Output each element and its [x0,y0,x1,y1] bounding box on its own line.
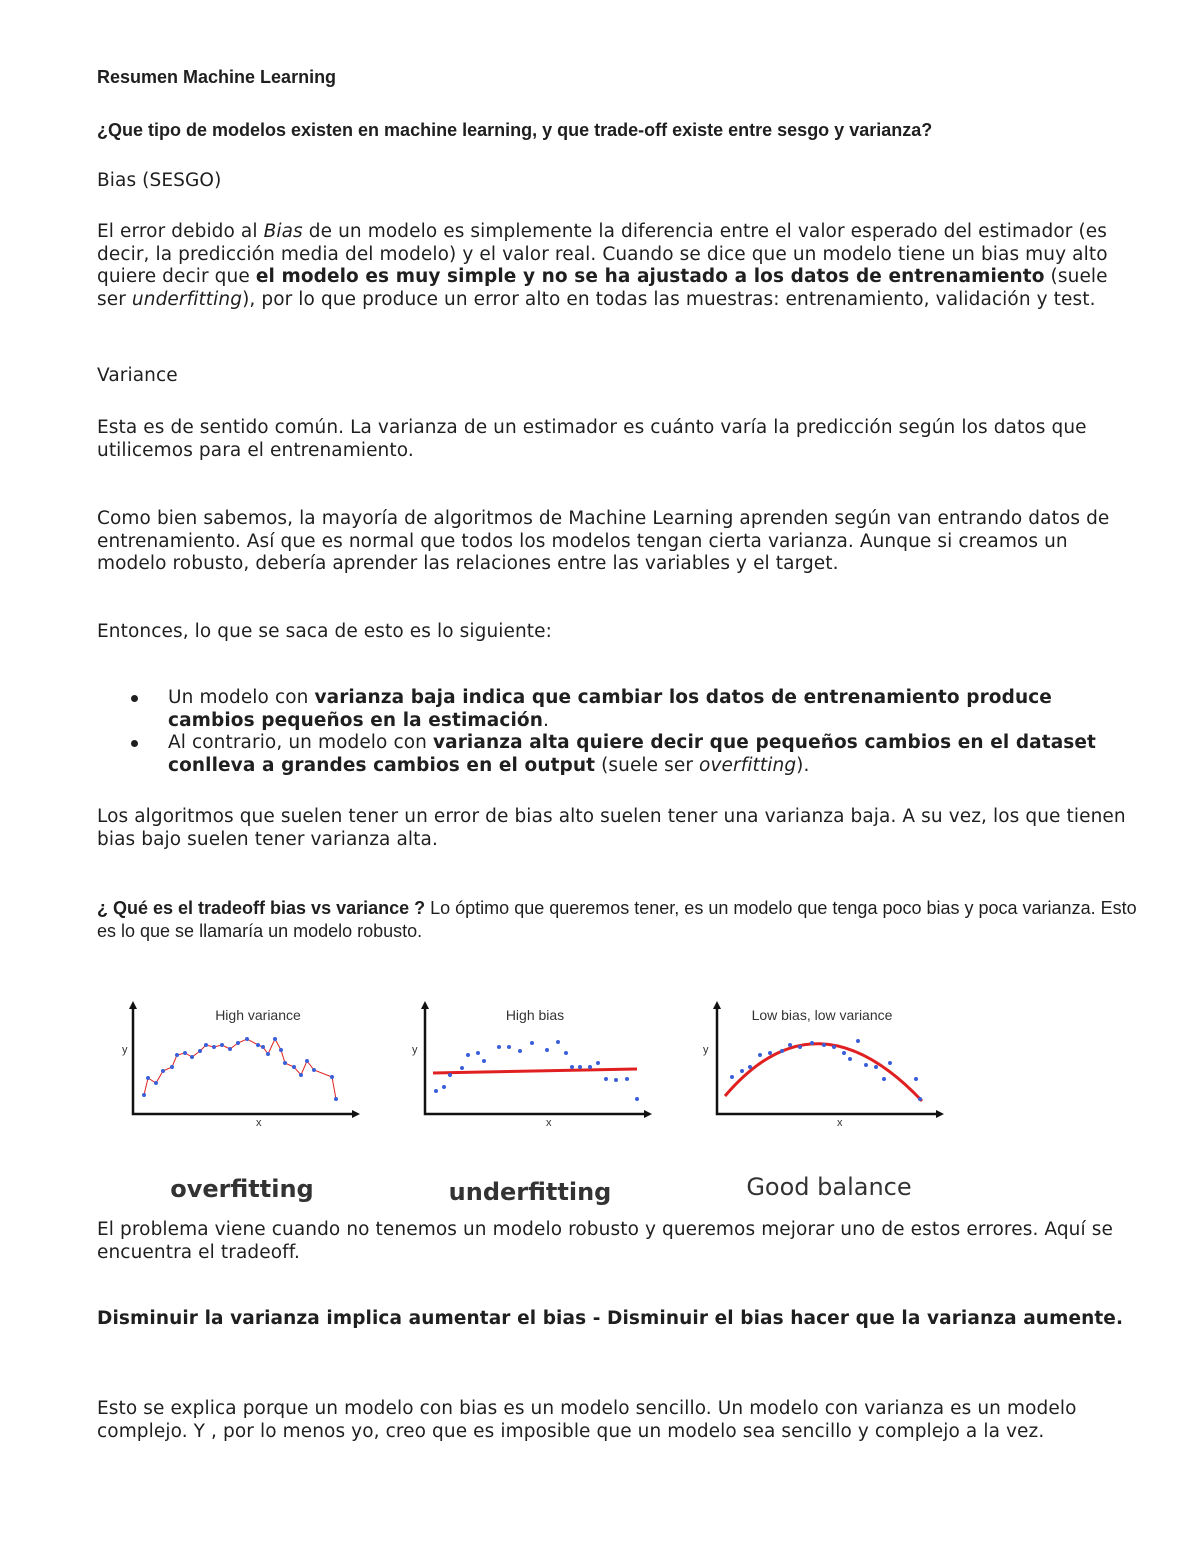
bullet-dot-icon [131,695,138,702]
bullet-list [97,687,1142,777]
tradeoff-paragraph: ¿ Qué es el tradeoff bias vs variance ? Lo óptimo que queremos tener, es un modelo que tenga poco bias y poca varianza. Esto es lo que se llamaría un modelo robusto. [97,898,1137,941]
y-axis-label: y [703,1044,709,1056]
y-axis-label: y [412,1044,418,1056]
panel-caption: overfitting [170,1175,314,1203]
y-axis-label: y [122,1044,128,1056]
x-axis-label: x [256,1117,262,1129]
panel-title: High bias [505,1007,565,1023]
x-axis-label: x [837,1117,843,1129]
x-arrow-icon [352,1110,360,1118]
x-arrow-icon [644,1110,652,1118]
panel-overfitting [122,1001,360,1203]
then-paragraph: Entonces, lo que se saca de esto es lo siguiente: [97,621,552,642]
bold-statement: Disminuir la varianza implica aumentar el bias - Disminuir el bias hacer que la varianza aumente. [97,1308,1124,1329]
y-arrow-icon [713,1001,721,1009]
axes [717,1007,939,1114]
bullet-dot-icon [131,740,138,747]
bias-variance-figure [110,995,950,1210]
variance-heading: Variance [97,365,178,386]
y-arrow-icon [129,1001,137,1009]
underfit-line [433,1069,637,1073]
panel-caption: underfitting [448,1178,612,1206]
algorithms-paragraph: Los algoritmos que suelen tener un error de bias alto suelen tener una varianza baja. A su vez, los que tienen bias bajo suelen tener varianza alta. [97,806,1126,850]
panel-underfitting [412,1001,652,1206]
balanced-points [730,1039,922,1101]
problem-paragraph: El problema viene cuando no tenemos un modelo robusto y queremos mejorar uno de estos errores. Aquí se encuentra el tradeoff. [97,1219,1113,1263]
x-axis-label: x [546,1117,552,1129]
axes [425,1007,647,1114]
overfit-curve [144,1039,336,1099]
balanced-curve [725,1044,922,1101]
bias-heading: Bias (SESGO) [97,170,222,191]
overfit-points [142,1037,338,1101]
x-arrow-icon [936,1110,944,1118]
panel-title: High variance [215,1007,301,1023]
doc-title: Resumen Machine Learning [97,67,337,87]
bullet-item-2: Al contrario, un modelo con varianza alta quiere decir que pequeños cambios en el dataset conlleva a grandes cambios en el output (suele ser overfitting). [97,732,1142,777]
variance-paragraph-2: Como bien sabemos, la mayoría de algoritmos de Machine Learning aprenden según van entrando datos de entrenamiento. Así que es normal que todos los modelos tengan cierta varianza. Aunque si creamos un modelo robusto, debería aprender las relaciones entre las variables y el target. [97,508,1110,574]
y-arrow-icon [421,1001,429,1009]
panel-good-balance [703,1001,944,1201]
bias-paragraph: El error debido al Bias de un modelo es simplemente la diferencia entre el valor esperado del estimador (es decir, la predicción media del modelo) y el valor real. Cuando se dice que un modelo tiene un bias muy alto quiere decir que el modelo es muy simple y no se ha ajustado a los datos de entrenamiento (suele ser underfitting), por lo que produce un error alto en todas las muestras: entrenamiento, validación y test. [97,221,1108,310]
bullet-item-1: Un modelo con varianza baja indica que cambiar los datos de entrenamiento produce cambios pequeños en la estimación. [97,687,1142,732]
panel-caption: Good balance [746,1173,912,1201]
panel-title: Low bias, low variance [751,1007,893,1023]
question-heading: ¿Que tipo de modelos existen en machine learning, y que trade-off existe entre sesgo y varianza? [97,120,933,140]
axes [133,1007,355,1114]
final-paragraph: Esto se explica porque un modelo con bias es un modelo sencillo. Un modelo con varianza es un modelo complejo. Y , por lo menos yo, creo que es imposible que un modelo sea sencillo y complejo a la vez. [97,1398,1077,1442]
variance-paragraph-1: Esta es de sentido común. La varianza de un estimador es cuánto varía la predicción según los datos que utilicemos para el entrenamiento. [97,417,1087,461]
